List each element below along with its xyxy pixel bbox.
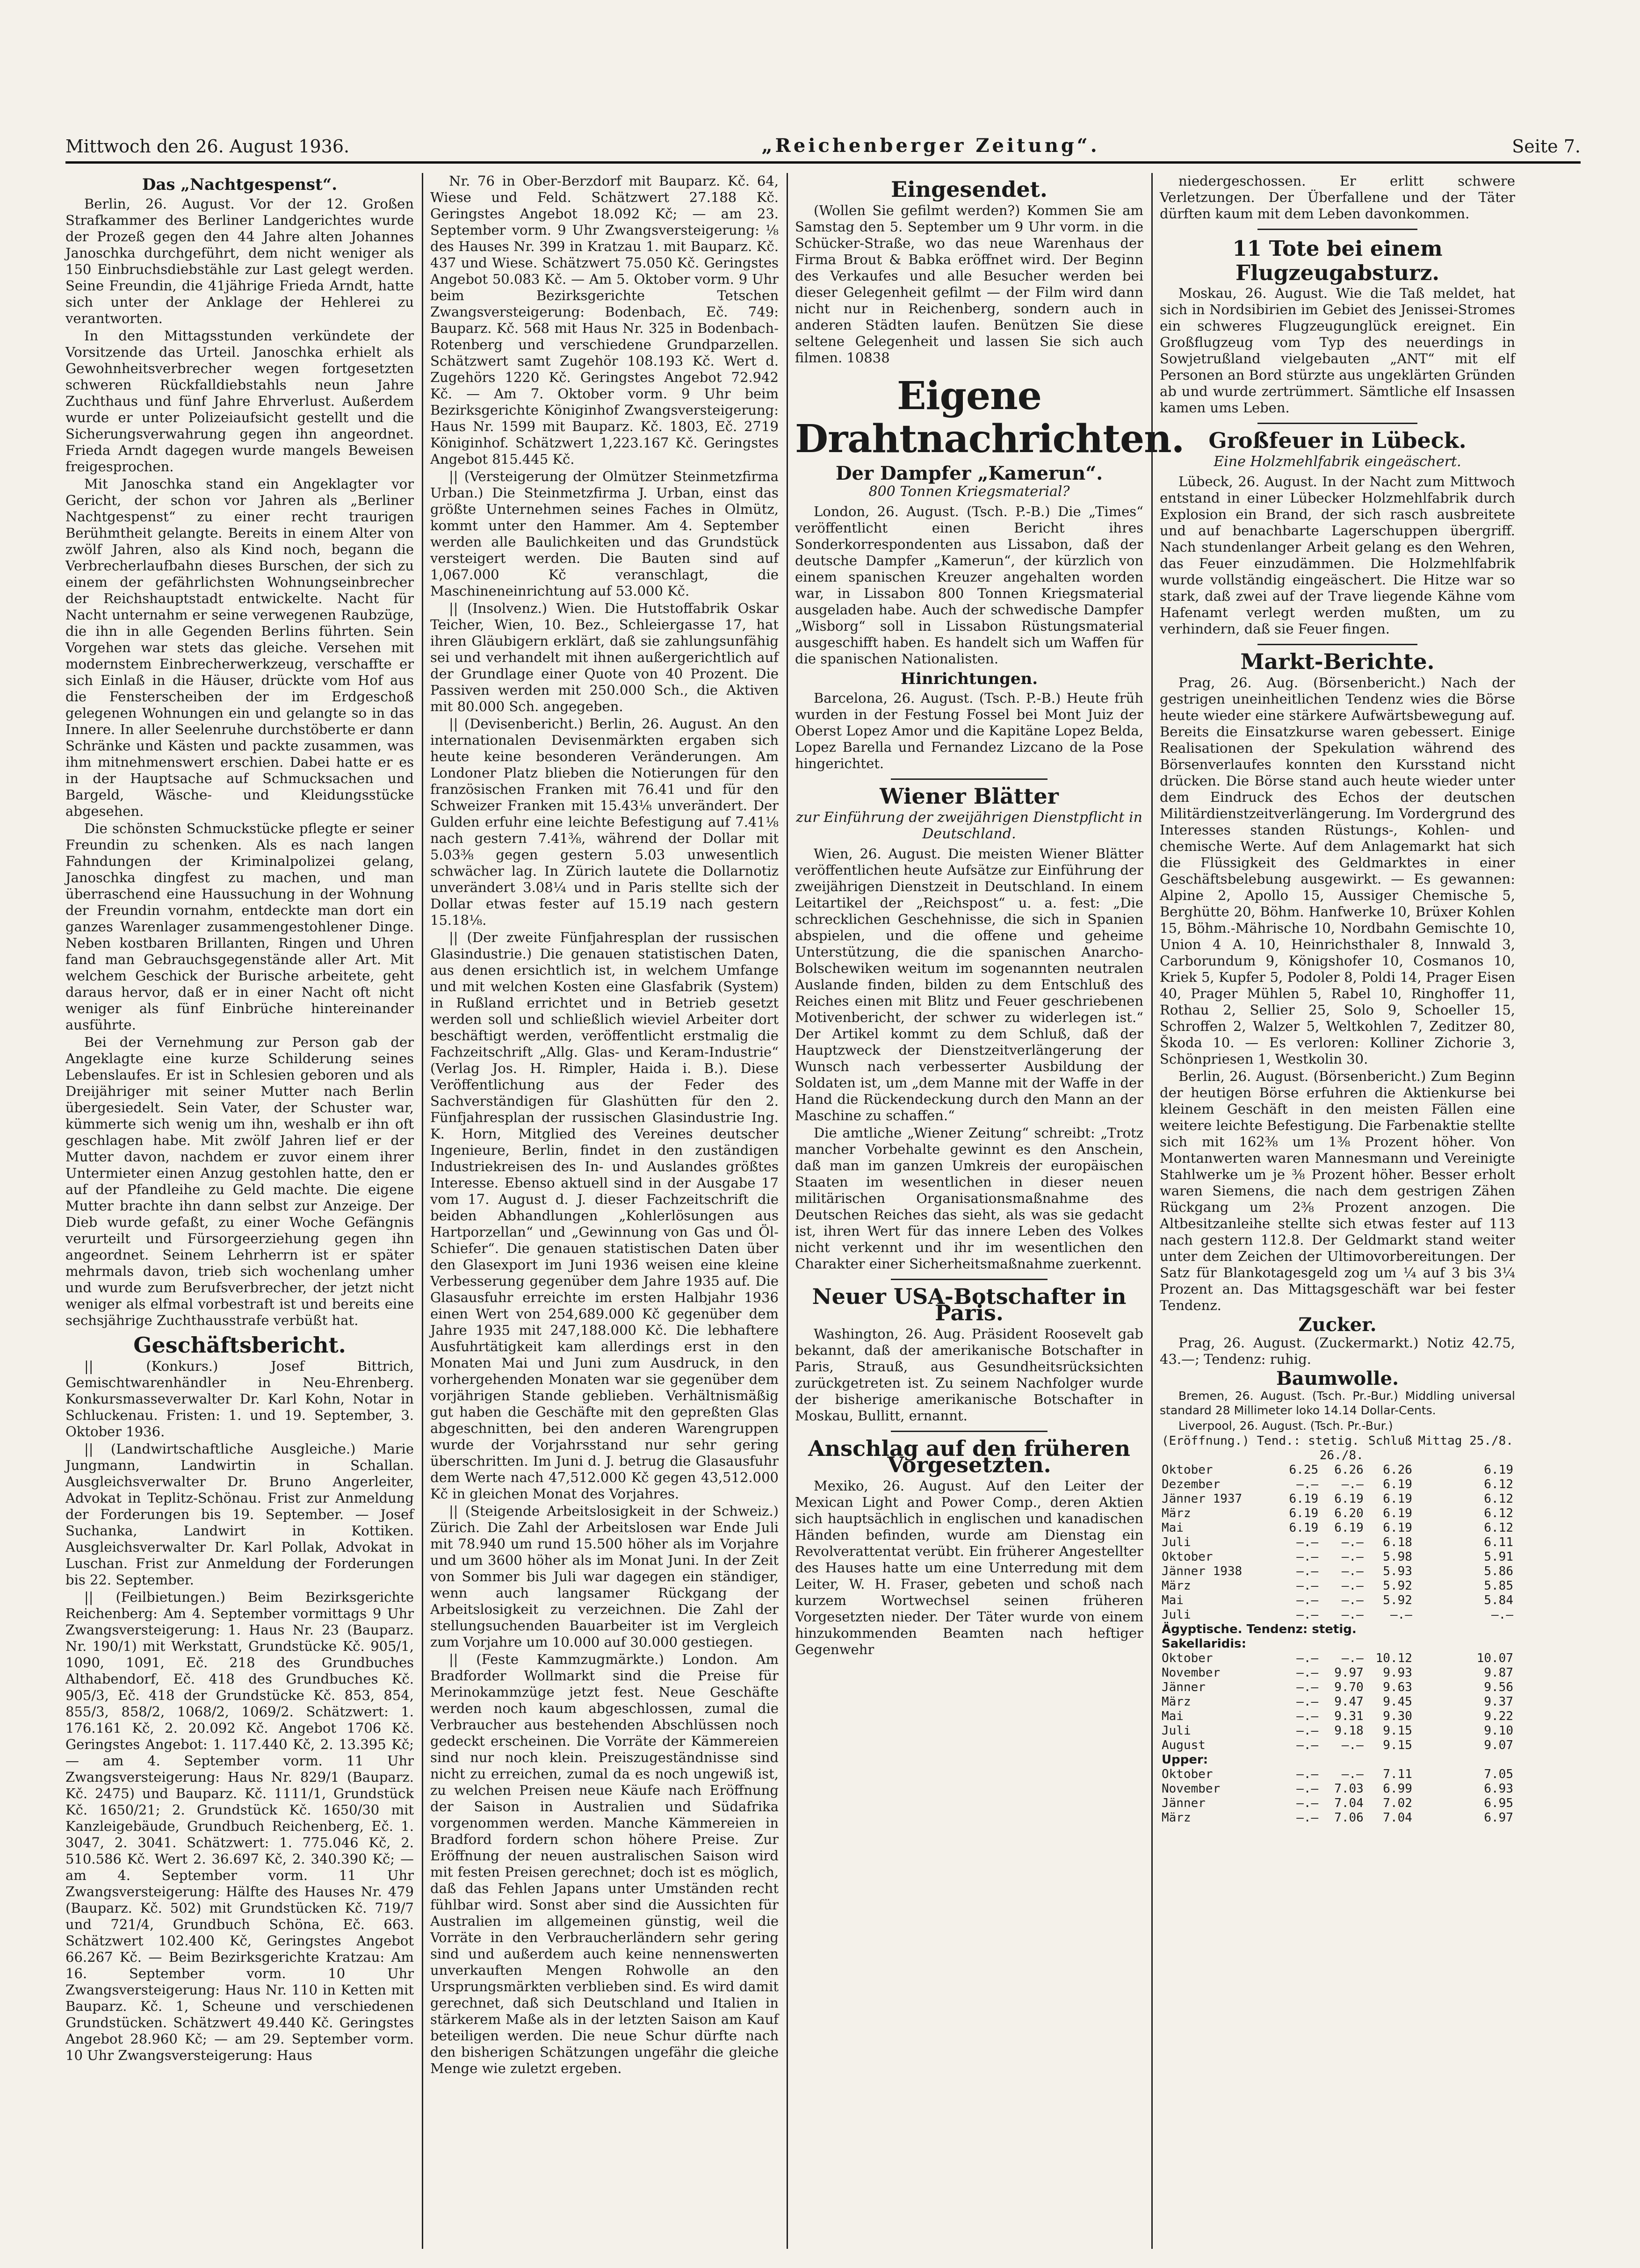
table-cell: 10.12 bbox=[1375, 1651, 1412, 1665]
table-cell: 6.19 bbox=[1484, 1463, 1513, 1477]
separator bbox=[891, 1279, 1048, 1280]
table-cell: März bbox=[1162, 1506, 1191, 1520]
table-cell: 9.18 bbox=[1334, 1724, 1364, 1738]
table-cell: —.— bbox=[1296, 1767, 1319, 1781]
section-title: Eingesendet. bbox=[891, 177, 1048, 202]
cotton-price-table bbox=[1160, 1434, 1515, 1825]
article-paragraph: Die schönsten Schmuckstücke pflegte er seiner Freundin zu schenken. Als es nach langen Fahndungen der Kriminalpolizei gelang, Janoschka dingfest zu machen, und man überraschend eine Haussuchung in der Wohnung der Freundin vornahm, entdeckte man dort ein ganzes Warenlager zusammengestohlener Dinge. Neben kostbaren Brillanten, Ringen und Uhren fand man Gebrauchsgegenstände aller Art. Mit welchem Geschick der Burische arbeitete, geht daraus hervor, daß er in einer Nacht oft nicht weniger als fünf Einbrüche hintereinander ausführte. bbox=[65, 821, 414, 1033]
table-cell: —.— bbox=[1296, 1593, 1319, 1607]
table-cell: Juli bbox=[1162, 1724, 1191, 1738]
table-cell: 7.05 bbox=[1484, 1767, 1513, 1781]
article-paragraph: Barcelona, 26. August. (Tsch. P.-B.) Heute früh wurden in der Festung Fossel bei Mont Juiz der Oberst Lopez Amor und die Kapitäne Lopez Belda, Lopez Barella und Fernandez Lizcano de la Pose hingerichtet. bbox=[795, 690, 1143, 771]
article-paragraph: Wien, 26. August. Die meisten Wiener Blätter veröffentlichen heute Aufsätze zur Einführung der zweijährigen Dienstzeit in Deutschland. In einem Leitartikel der „Reichspost“ u. a. fest: „Die schrecklichen Geschehnisse, die sich in Spanien abspielen, und die offene und geheime Unterstützung, die die spanischen Anarcho-Bolschewiken weitum im sogenannten neutralen Auslande finden, bilden zu dem Entschluß des Reiches einen mit Blitz und Feuer geschriebenen Motivenbericht, der schwer zu widerlegen ist.“ Der Artikel kommt zu dem Schluß, daß der Hauptzweck der Dienstzeitverlängerung der Wunsch nach verbesserter Ausbildung der Soldaten ist, um „dem Manne mit der Waffe in der Hand die Rückendeckung durch den Mann an der Maschine zu schaffen.“ bbox=[795, 846, 1143, 1123]
table-cell: 9.47 bbox=[1334, 1695, 1364, 1709]
header-rule bbox=[65, 161, 1581, 164]
table-cell: 5.92 bbox=[1383, 1593, 1412, 1607]
table-cell: 6.26 bbox=[1383, 1463, 1412, 1477]
table-cell: —.— bbox=[1341, 1651, 1364, 1665]
table-cell: —.— bbox=[1296, 1796, 1319, 1810]
table-cell: Mai bbox=[1162, 1709, 1184, 1723]
article-title: 11 Tote bei einem Flugzeugabsturz. bbox=[1232, 236, 1443, 285]
article-paragraph: Lübeck, 26. August. In der Nacht zum Mittwoch entstand in einer Lübecker Holzmehlfabrik durch Explosion ein Brand, der sich rasch ausbreitete und auf benachbarte Lagerschuppen übergriff. Nach stundenlanger Arbeit gelang es den Wehren, das Feuer einzudämmen. Die Holzmehlfabrik wurde vollständig eingeäschert. Die Hitze war so stark, daß zwei auf der Trave liegende Kähne vom Hafenamt verlegt werden mußten, um zu verhindern, daß sie Feuer fingen. bbox=[1160, 474, 1515, 637]
article-paragraph: Prag, 26. August. (Zuckermarkt.) Notiz 42.75, 43.—; Tendenz: ruhig. bbox=[1160, 1335, 1515, 1367]
table-cell: 6.19 bbox=[1289, 1521, 1319, 1535]
table-cell: —.— bbox=[1296, 1579, 1319, 1593]
table-cell: 6.12 bbox=[1484, 1506, 1513, 1520]
table-section-row bbox=[1160, 1637, 1515, 1651]
table-cell: —.— bbox=[1296, 1666, 1319, 1680]
separator bbox=[1257, 229, 1417, 230]
table-cell: —.— bbox=[1341, 1564, 1364, 1578]
table-row bbox=[1160, 1738, 1515, 1753]
article-paragraph: Berlin, 26. August. (Börsenbericht.) Zum Beginn der heutigen Börse erfuhren die Aktienkurse bei kleinem Geschäft in den meisten Fällen eine weitere leichte Befestigung. Die Farbenaktie stellte sich mit 162⅜ um 1⅜ Prozent höher. Von Montanwerten waren Mannesmann und Vereinigte Stahlwerke um je ⅜ Prozent höher. Besser erholt waren Siemens, die nach dem gestrigen Zähen Rückgang um 2⅜ Prozent anzogen. Die Altbesitzanleihe stellte sich etwas fester auf 113 nach gestern 112.8. Der Geldmarkt stand weiter unter dem Zeichen der Ultimovorbereitungen. Der Satz für Blankotagesgeld zog um ¼ auf 3 bis 3¼ Prozent an. Das Mittagsgeschäft war bei fester Tendenz. bbox=[1160, 1068, 1515, 1313]
header-page-number: Seite 7. bbox=[1512, 136, 1581, 157]
table-cell: 6.20 bbox=[1334, 1506, 1364, 1520]
article-paragraph: London, 26. August. (Tsch. P.-B.) Die „Times“ veröffentlicht einen Bericht ihres Sonderkorrespondenten aus Lissabon, daß der deutsche Dampfer „Kamerun“, der kürzlich von einem spanischen Kreuzer angehalten worden war, in Lissabon 800 Tonnen Kriegsmaterial ausgeladen habe. Auch der schwedische Dampfer „Wisborg“ soll in Lissabon Rüstungsmaterial ausgeschifft haben. Es handelt sich um Waffen für die spanischen Nationalisten. bbox=[795, 504, 1143, 667]
table-cell: —.— bbox=[1296, 1782, 1319, 1796]
article-paragraph: Liverpool, 26. August. (Tsch. Pr.-Bur.) bbox=[1178, 1419, 1393, 1433]
table-cell: 5.92 bbox=[1383, 1579, 1412, 1593]
table-cell: 7.04 bbox=[1334, 1796, 1364, 1810]
article-paragraph: Bremen, 26. August. (Tsch. Pr.-Bur.) Middling universal standard 28 Millimeter loko 14.14 Dollar-Cents. bbox=[1160, 1389, 1515, 1417]
table-subheader-row bbox=[1160, 1448, 1515, 1463]
section-banner: Eigene Drahtnachrichten. bbox=[795, 374, 1185, 461]
table-cell: März bbox=[1162, 1811, 1191, 1825]
table-row bbox=[1160, 1579, 1515, 1593]
table-cell: August bbox=[1162, 1738, 1206, 1752]
table-header-row bbox=[1160, 1434, 1515, 1448]
section-title: Markt-Berichte. bbox=[1240, 649, 1435, 674]
table-cell: 9.63 bbox=[1383, 1680, 1412, 1694]
table-cell: März bbox=[1162, 1695, 1191, 1709]
table-header-cell: (Eröffnung.) Tend.: stetig. bbox=[1162, 1434, 1359, 1448]
section-title: Zucker. bbox=[1298, 1314, 1377, 1336]
table-cell: November bbox=[1162, 1666, 1221, 1680]
table-cell: Mai bbox=[1162, 1521, 1184, 1535]
article-paragraph: || (Versteigerung der Olmützer Steinmetzfirma Urban.) Die Steinmetzfirma J. Urban, einst das größte Unternehmen seines Faches in Olmütz, kommt unter den Hammer. Am 4. September werden alle Baulichkeiten und das Grundstück versteigert werden. Die Bauten sind auf 1,067.000 Kč veranschlagt, die Maschineneinrichtung auf 53.000 Kč. bbox=[430, 468, 779, 599]
table-cell: —.— bbox=[1341, 1579, 1364, 1593]
section-title: Geschäftsbericht. bbox=[133, 1332, 346, 1358]
article-paragraph: Moskau, 26. August. Wie die Taß meldet, hat sich in Nordsibirien im Gebiet des Jenissei-Stromes ein schweres Flugzeugunglück ereignet. Ein Großflugzeug vom Typ des neuerdings in Sowjetrußland vielgebauten „ANT“ mit elf Personen an Bord stürzte aus ungeklärten Gründen ab und wurde zertrümmert. Sämtliche elf Insassen kamen ums Leben. bbox=[1160, 285, 1515, 416]
table-cell: 6.19 bbox=[1383, 1506, 1412, 1520]
table-row bbox=[1160, 1680, 1515, 1695]
table-header-cell: Mittag 25./8. bbox=[1418, 1434, 1513, 1448]
column-divider bbox=[787, 173, 788, 2249]
table-cell: 9.56 bbox=[1484, 1680, 1513, 1694]
column-divider bbox=[422, 173, 423, 2249]
table-cell: 6.19 bbox=[1289, 1492, 1319, 1506]
table-row bbox=[1160, 1564, 1515, 1579]
article-paragraph: In den Mittagsstunden verkündete der Vorsitzende das Urteil. Janoschka erhielt als Gewohnheitsverbrecher wegen fortgesetzten schweren Rückfalldiebstahls neun Jahre Zuchthaus und fünf Jahre Ehrverlust. Außerdem wurde er unter Polizeiaufsicht gestellt und die Sicherungsverwahrung gegen ihn angeordnet. Frieda Arndt dagegen wurde mangels Beweisen freigesprochen. bbox=[65, 328, 414, 475]
table-cell: —.— bbox=[1296, 1680, 1319, 1694]
table-cell: —.— bbox=[1296, 1550, 1319, 1564]
table-cell: 7.02 bbox=[1383, 1796, 1412, 1810]
table-cell: —.— bbox=[1296, 1535, 1319, 1549]
table-row bbox=[1160, 1535, 1515, 1550]
table-cell: —.— bbox=[1341, 1550, 1364, 1564]
table-cell: 7.06 bbox=[1334, 1811, 1364, 1825]
article-subtitle: 800 Tonnen Kriegsmaterial? bbox=[868, 483, 1070, 500]
table-cell: 6.95 bbox=[1484, 1796, 1513, 1810]
article-paragraph: || (Der zweite Fünfjahresplan der russischen Glasindustrie.) Die genauen statistischen Daten, aus denen ersichtlich ist, in welchem Umfange und mit welchen Kosten eine Glasfabrik (System) in Rußland errichtet und in Betrieb gesetzt werden soll und schließlich wieviel Arbeiter dort beschäftigt werden, veröffentlicht erstmalig die Fachzeitschrift „Allg. Glas- und Keram-Industrie“ (Verlag Jos. H. Rimpler, Haida i. B.). Diese Veröffentlichung aus der Feder des Sachverständigen für Glashütten für den 2. Fünfjahresplan der russischen Glasindustrie Ing. K. Horn, Mitglied des Vereines deutscher Ingenieure, Berlin, findet in den zuständigen Industriekreisen des In- und Auslandes größtes Interesse. Ebenso aktuell sind in der Ausgabe 17 vom 17. August d. J. dieser Fachzeitschrift die beiden Abhandlungen „Kohlerlösungen aus Hartporzellan“ und „Gewinnung von Gas und Öl-Schiefer“. Die genauen statistischen Daten über den Glasexport im Juni 1936 weisen eine kleine Verbesserung gegenüber dem Jahre 1935 auf. Die Glasausfuhr erreichte im ersten Halbjahr 1936 einen Wert von 254,689.000 Kč gegenüber dem Jahre 1935 mit 247,188.000 Kč. Die lebhaftere Ausfuhrtätigkeit kam allerdings erst in den Monaten Mai und Juni zum Ausdruck, in den vorhergehenden Monaten war sie gegenüber dem vorjährigen Stande geblieben. Verhältnismäßig gut haben die Geschäfte mit den gepreßten Glas abgeschnitten, bei den anderen Warengruppen wurde der Vorjahrsstand nur sehr gering überschritten. Im Juni d. J. betrug die Glasausfuhr dem Werte nach 47,512.000 Kč gegen 43,512.000 Kč in gleichen Monat des Vorjahres. bbox=[430, 929, 779, 1502]
table-cell: —.— bbox=[1341, 1608, 1364, 1622]
table-row bbox=[1160, 1767, 1515, 1782]
table-cell: 5.84 bbox=[1484, 1593, 1513, 1607]
table-cell: —.— bbox=[1296, 1724, 1319, 1738]
table-cell: 5.85 bbox=[1484, 1579, 1513, 1593]
table-section-label: Upper: bbox=[1162, 1753, 1208, 1767]
table-cell: 9.45 bbox=[1383, 1695, 1412, 1709]
table-cell: 9.93 bbox=[1383, 1666, 1412, 1680]
separator bbox=[1257, 644, 1417, 645]
article-paragraph: || (Feilbietungen.) Beim Bezirksgerichte Reichenberg: Am 4. September vormittags 9 Uhr Zwangsversteigerung: 1. Haus Nr. 23 (Bauparz. Nr. 190/1) mit Werkstatt, Grundstücke Kč. 905/1, 1090, 1091, Eč. 218 des Grundbuches Althabendorf, Eč. 418 des Grundbuches Kč. 905/3, Eč. 418 der Grundstücke Kč. 853, 854, 855/3, 858/2, 1068/2, 1069/2. Schätzwert: 1. 176.161 Kč, 2. 20.092 Kč. Angebot 1706 Kč. Geringstes Angebot: 1. 117.440 Kč, 2. 13.395 Kč; — am 4. September vorm. 11 Uhr Zwangsversteigerung: Haus Nr. 829/1 (Bauparz. Kč. 2475) und Bauparz. Kč. 1111/1, Grundstück Kč. 1650/21; 2. Grundstück Kč. 1650/30 mit Kanzleigebäude, Grundbuch Reichenberg, Eč. 1. 3047, 2. 3041. Schätzwert: 1. 775.046 Kč, 2. 510.586 Kč. Wert 2. 36.697 Kč, 2. 340.390 Kč; — am 4. September vorm. 11 Uhr Zwangsversteigerung: Hälfte des Hauses Nr. 479 (Bauparz. Kč. 502) mit Grundstücken Kč. 719/7 und 721/4, Grundbuch Schöna, Eč. 663. Schätzwert 102.400 Kč, Geringstes Angebot 66.267 Kč. — Beim Bezirksgerichte Kratzau: Am 16. September vorm. 10 Uhr Zwangsversteigerung: Haus Nr. 110 in Ketten mit Bauparz. Kč. 1, Scheune und verschiedenen Grundstücken. Schätzwert 49.440 Kč. Geringstes Angebot 28.960 Kč; — am 29. September vorm. 10 Uhr Zwangsversteigerung: Haus bbox=[65, 1589, 414, 2063]
table-cell: 6.19 bbox=[1383, 1492, 1412, 1506]
table-cell: Juli bbox=[1162, 1608, 1191, 1622]
table-section-row bbox=[1160, 1622, 1515, 1637]
table-section-row bbox=[1160, 1753, 1515, 1767]
article-title: Wiener Blätter bbox=[880, 784, 1059, 809]
article-paragraph: || (Insolvenz.) Wien. Die Hutstoffabrik Oskar Teicher, Wien, 10. Bez., Schleiergasse 17, hat ihren Gläubigern erklärt, daß sie zahlungsunfähig sei und verhandelt mit ihnen außergerichtlich auf der Grundlage einer Quote von 40 Prozent. Die Passiven werden mit 250.000 Sch., die Aktiven mit 80.000 Sch. angegeben. bbox=[430, 600, 779, 714]
table-cell: —.— bbox=[1296, 1477, 1319, 1491]
table-cell: 6.12 bbox=[1484, 1521, 1513, 1535]
article-paragraph: || (Devisenbericht.) Berlin, 26. August. An den internationalen Devisenmärkten ergaben sich heute keine besonderen Veränderungen. Am Londoner Platz blieben die Notierungen für den französischen Franken mit 76.41 und für den Schweizer Franken mit 15.43⅛ unverändert. Der Gulden erfuhr eine leichte Befestigung auf 7.41⅛ nach gestern 7.41⅜, während der Dollar mit 5.03⅜ gegen gestern 5.03 unwesentlich schwächer lag. In Zürich lautete die Dollarnotiz unverändert 3.08¼ und in Paris stellte sich der Dollar etwas fester auf 15.19 nach gestern 15.18⅛. bbox=[430, 716, 779, 928]
table-cell: —.— bbox=[1296, 1564, 1319, 1578]
table-cell: 5.98 bbox=[1383, 1550, 1412, 1564]
table-cell: —.— bbox=[1296, 1695, 1319, 1709]
table-cell: —.— bbox=[1296, 1709, 1319, 1723]
table-cell: 7.03 bbox=[1334, 1782, 1364, 1796]
table-cell: Oktober bbox=[1162, 1550, 1213, 1564]
table-row bbox=[1160, 1521, 1515, 1535]
table-cell: Oktober bbox=[1162, 1767, 1213, 1781]
table-row bbox=[1160, 1796, 1515, 1811]
table-cell: 6.19 bbox=[1334, 1492, 1364, 1506]
table-cell: Oktober bbox=[1162, 1463, 1213, 1477]
article-paragraph: || (Konkurs.) Josef Bittrich, Gemischtwarenhändler in Neu-Ehrenberg. Konkursmasseverwalter Dr. Karl Kohn, Notar in Schluckenau. Fristen: 1. und 19. September, 3. Oktober 1936. bbox=[65, 1358, 414, 1440]
table-row bbox=[1160, 1811, 1515, 1825]
table-section-label: Ägyptische. Tendenz: stetig. bbox=[1162, 1622, 1357, 1636]
table-cell: —.— bbox=[1341, 1593, 1364, 1607]
page-header bbox=[65, 119, 1581, 157]
table-cell: Jänner 1937 bbox=[1162, 1492, 1243, 1506]
table-cell: Oktober bbox=[1162, 1651, 1213, 1665]
article-paragraph: Nr. 76 in Ober-Berzdorf mit Bauparz. Kč. 64, Wiese und Feld. Schätzwert 27.188 Kč. Geringstes Angebot 18.092 Kč; — am 23. September vorm. 9 Uhr Zwangsversteigerung: ⅛ des Hauses Nr. 399 in Kratzau 1. mit Bauparz. Kč. 437 und Wiese. Schätzwert 75.050 Kč. Geringstes Angebot 50.083 Kč. — Am 5. Oktober vorm. 9 Uhr beim Bezirksgerichte Tetschen Zwangsversteigerung: Bodenbach, Eč. 749: Bauparz. Kč. 568 mit Haus Nr. 325 in Bodenbach-Rotenberg und verschiedene Grundparzellen. Schätzwert samt Zugehör 108.193 Kč. Wert d. Zugehörs 1220 Kč. Geringstes Angebot 72.942 Kč. — Am 7. Oktober vorm. 9 Uhr beim Bezirksgerichte Königinhof Zwangsversteigerung: Haus Nr. 1599 mit Bauparz. Kč. 1803, Eč. 2719 Königinhof. Schätzwert 1,223.167 Kč. Geringstes Angebot 815.445 Kč. bbox=[430, 173, 779, 467]
table-cell: —.— bbox=[1341, 1738, 1364, 1752]
table-row bbox=[1160, 1492, 1515, 1506]
table-cell: —.— bbox=[1296, 1811, 1319, 1825]
table-row bbox=[1160, 1666, 1515, 1680]
table-cell: Dezember bbox=[1162, 1477, 1221, 1491]
table-cell: —.— bbox=[1341, 1535, 1364, 1549]
table-cell: 6.19 bbox=[1383, 1521, 1412, 1535]
table-cell: 7.11 bbox=[1383, 1767, 1412, 1781]
table-cell: 9.15 bbox=[1383, 1724, 1412, 1738]
table-cell: 6.19 bbox=[1334, 1521, 1364, 1535]
table-cell: 7.04 bbox=[1383, 1811, 1412, 1825]
table-cell: 6.99 bbox=[1383, 1782, 1412, 1796]
table-cell: Jänner 1938 bbox=[1162, 1564, 1243, 1578]
table-cell: 6.11 bbox=[1484, 1535, 1513, 1549]
article-paragraph: || (Steigende Arbeitslosigkeit in der Schweiz.) Zürich. Die Zahl der Arbeitslosen war Ende Juli mit 78.940 um rund 15.500 höher als im Vorjahre und um 3600 höher als im Monat Juni. In der Zeit von Sommer bis Juli war dagegen ein ständiger, wenn auch langsamer Rückgang der Arbeitslosigkeit zu verzeichnen. Die Zahl der stellungsuchenden Bauarbeiter ist im Vergleich zum Vorjahre um 10.000 auf 30.000 gestiegen. bbox=[430, 1503, 779, 1650]
article-paragraph: Die amtliche „Wiener Zeitung“ schreibt: „Trotz mancher Vorbehalte gewinnt es den Anschein, daß man im ganzen Umkreis der europäischen Staaten im wesentlichen in dieser neuen militärischen Organisationsmaßnahme des Deutschen Reiches das sieht, als was sie gedacht ist, ihren Wert für das innere Leben des Volkes nicht verkennt und ihr im wesentlichen den Charakter einer Sicherheitsmaßnahme zuerkennt. bbox=[795, 1125, 1143, 1272]
table-row bbox=[1160, 1550, 1515, 1564]
table-cell: 6.26 bbox=[1334, 1463, 1364, 1477]
table-row bbox=[1160, 1463, 1515, 1477]
separator bbox=[891, 1431, 1048, 1432]
column-divider bbox=[1151, 173, 1153, 2249]
table-cell: —.— bbox=[1296, 1651, 1319, 1665]
article-title: Anschlag auf den früheren Vorgesetzten. bbox=[808, 1436, 1130, 1477]
table-cell: 5.93 bbox=[1383, 1564, 1412, 1578]
table-cell: 6.12 bbox=[1484, 1492, 1513, 1506]
table-cell: 6.93 bbox=[1484, 1782, 1513, 1796]
header-paper-name: „Reichenberger Zeitung“. bbox=[761, 135, 1100, 157]
table-cell: 9.22 bbox=[1484, 1709, 1513, 1723]
column-2 bbox=[430, 173, 779, 2249]
article-paragraph: Washington, 26. Aug. Präsident Roosevelt gab bekannt, daß der amerikanische Botschafter in Paris, Strauß, aus Gesundheitsrücksichten zurückgetreten ist. Zu seinem Nachfolger wurde der bisherige amerikanische Botschafter in Moskau, Bullitt, ernannt. bbox=[795, 1326, 1143, 1424]
table-cell: 9.07 bbox=[1484, 1738, 1513, 1752]
table-cell: 6.12 bbox=[1484, 1477, 1513, 1491]
table-cell: Jänner bbox=[1162, 1796, 1206, 1810]
column-4 bbox=[1160, 173, 1515, 2249]
table-cell: 9.87 bbox=[1484, 1666, 1513, 1680]
table-cell: Mai bbox=[1162, 1593, 1184, 1607]
article-title: Neuer USA-Botschafter in Paris. bbox=[812, 1284, 1127, 1325]
table-cell: 6.19 bbox=[1289, 1506, 1319, 1520]
table-row bbox=[1160, 1709, 1515, 1724]
table-row bbox=[1160, 1608, 1515, 1622]
article-paragraph: || (Feste Kammzugmärkte.) London. Am Bradforder Wollmarkt sind die Preise für Merinokammzüge jetzt fest. Neue Geschäfte werden noch kaum abgeschlossen, zumal die Verbraucher aus bestehenden Abschlüssen noch gedeckt erscheinen. Die Vorräte der Kämmereien sind nur noch klein. Preiszugeständnisse sind nicht zu erreichen, zumal da es noch ungewiß ist, zu welchen Preisen neue Käufe nach Eröffnung der Saison in Australien und Südafrika vorgenommen werden. Manche Kämmereien in Bradford fordern schon höhere Preise. Zur Eröffnung der neuen australischen Saison wird mit festen Preisen gerechnet; doch ist es möglich, daß das Fehlen Japans unter Umständen recht fühlbar wird. Sonst aber sind die Aussichten für Australien im allgemeinen günstig, weil die Vorräte in den Verbraucherländern sehr gering sind und außerdem auch keine nennenswerten unverkauften Mengen Rohwolle an den Ursprungsmärkten verblieben sind. Es wird damit gerechnet, daß sich Deutschland und Italien in stärkerem Maße als in der letzten Saison am Kauf beteiligen werden. Die neue Schur dürfte nach den bisherigen Schätzungen ungefähr die gleiche Menge wie zuletzt ergeben. bbox=[430, 1651, 779, 2076]
table-row bbox=[1160, 1651, 1515, 1666]
table-cell: 9.15 bbox=[1383, 1738, 1412, 1752]
table-cell: —.— bbox=[1296, 1738, 1319, 1752]
article-paragraph: (Wollen Sie gefilmt werden?) Kommen Sie am Samstag den 5. September um 9 Uhr vorm. in die Schücker-Straße, wo das neue Warenhaus der Firma Brout & Babka eröffnet wird. Der Beginn des Verkaufes und alle Besucher werden bei dieser Gelegenheit gefilmt — der Film wird dann nicht nur in Reichenberg, sondern auch in anderen Städten laufen. Benützen Sie diese seltene Gelegenheit und lassen Sie sich auch filmen. 10838 bbox=[795, 202, 1143, 366]
table-cell: —.— bbox=[1390, 1608, 1412, 1622]
table-cell: 9.37 bbox=[1484, 1695, 1513, 1709]
table-cell: 5.91 bbox=[1484, 1550, 1513, 1564]
header-date: Mittwoch den 26. August 1936. bbox=[65, 136, 350, 157]
section-title: Baumwolle. bbox=[1276, 1368, 1399, 1390]
table-row bbox=[1160, 1477, 1515, 1492]
article-title: Großfeuer in Lübeck. bbox=[1208, 428, 1467, 453]
table-cell: —.— bbox=[1341, 1477, 1364, 1491]
table-cell: 9.30 bbox=[1383, 1709, 1412, 1723]
table-cell: März bbox=[1162, 1579, 1191, 1593]
table-cell: —.— bbox=[1296, 1608, 1319, 1622]
article-subtitle: zur Einführung der zweijährigen Dienstpflicht in Deutschland. bbox=[796, 809, 1142, 842]
article-paragraph: Mit Janoschka stand ein Angeklagter vor Gericht, der schon vor Jahren als „Berliner Nachtgespenst“ zu einer recht traurigen Berühmtheit gelangte. Bereits in einem Alter von zwölf Jahren, also als Kind noch, begann die Verbrecherlaufbahn dieses Burschen, der sich zu einem der gefährlichsten Wohnungseinbrecher der Reichshauptstadt entwickelte. Nacht für Nacht unternahm er seine verwegenen Raubzüge, die ihn in alle Gegenden Berlins führten. Sein Vorgehen war stets das gleiche. Versehen mit modernstem Einbrecherwerkzeug, verschaffte er sich Einlaß in die Häuser, drückte vom Hof aus die Fensterscheiben der im Erdgeschoß gelegenen Wohnungen ein und gelangte so in das Innere. In aller Seelenruhe durchstöberte er dann Schränke und Kästen und packte zusammen, was ihm mitnehmenswert erschien. Dabei hatte er es in der Hauptsache auf Schmucksachen und Bargeld, Wäsche- und Kleidungsstücke abgesehen. bbox=[65, 476, 414, 819]
table-cell: 6.18 bbox=[1383, 1535, 1412, 1549]
table-cell: 5.86 bbox=[1484, 1564, 1513, 1578]
table-cell: 9.97 bbox=[1334, 1666, 1364, 1680]
table-row bbox=[1160, 1695, 1515, 1709]
article-paragraph: Bei der Vernehmung zur Person gab der Angeklagte eine kurze Schilderung seines Lebenslaufes. Er ist in Schlesien geboren und als Dreijähriger mit seiner Mutter nach Berlin übergesiedelt. Sein Vater, der Schuster war, kümmerte sich wenig um ihn, weshalb er ihn oft geschlagen habe. Mit zwölf Jahren lief er der Mutter davon, nachdem er zuvor einem ihrer Untermieter einen Anzug gestohlen hatte, den er auf der Pfandleihe zu Geld machte. Die eigene Mutter brachte ihn dann selbst zur Anzeige. Der Dieb wurde gefaßt, zu einer Woche Gefängnis verurteilt und Fürsorgeerziehung gegen ihn angeordnet. Seinem Lehrherrn ist er später mehrmals davon, trieb sich wochenlang umher und wurde zum Berufsverbrecher, der jetzt nicht weniger als elfmal vorbestraft ist und bereits eine sechsjährige Zuchthausstrafe verbüßt hat. bbox=[65, 1034, 414, 1328]
table-row bbox=[1160, 1724, 1515, 1738]
article-paragraph: niedergeschossen. Er erlitt schwere Verletzungen. Der Überfallene und der Täter dürften kaum mit dem Leben davonkommen. bbox=[1160, 173, 1515, 222]
article-title: Hinrichtungen. bbox=[900, 670, 1038, 688]
table-cell: 6.19 bbox=[1383, 1477, 1412, 1491]
table-cell: November bbox=[1162, 1782, 1221, 1796]
article-title: Das „Nachtgespenst“. bbox=[142, 175, 338, 194]
table-cell: 6.97 bbox=[1484, 1811, 1513, 1825]
table-cell: 6.25 bbox=[1289, 1463, 1319, 1477]
table-cell: —.— bbox=[1341, 1767, 1364, 1781]
table-cell: —.— bbox=[1491, 1608, 1513, 1622]
table-header-cell: 26./8. bbox=[1319, 1448, 1364, 1462]
table-cell: 10.07 bbox=[1476, 1651, 1513, 1665]
table-row bbox=[1160, 1782, 1515, 1796]
article-paragraph: Prag, 26. Aug. (Börsenbericht.) Nach der gestrigen uneinheitlichen Tendenz wies die Börse heute wieder eine stärkere Aufwärtsbewegung auf. Bereits die Einsatzkurse waren gebessert. Einige Realisationen der Spekulation während des Börsenverlaufes konnten den Kursstand nicht drücken. Die Börse stand auch heute wieder unter dem Eindruck des Echos der deutschen Militärdienstzeitverlängerung. Im Vordergrund des Interesses standen Rüstungs-, Kohlen- und chemische Werte. Auf dem Anlagemarkt hat sich die Flüssigkeit des Geldmarktes in einer Geschäftsbelebung ausgewirkt. — Es gewannen: Alpine 2, Apollo 15, Aussiger Chemische 5, Berghütte 20, Böhm. Hanfwerke 10, Brüxer Kohlen 15, Böhm.-Mährische 10, Nordbahn Gemischte 10, Union 4 A. 10, Heinrichsthaler 8, Innwald 3, Carborundum 9, Königshofer 10, Cosmanos 10, Kriek 5, Kupfer 5, Podoler 8, Poldi 14, Prager Eisen 40, Prager Mühlen 5, Rabel 10, Ringhoffer 11, Rothau 2, Sellier 25, Solo 9, Schoeller 15, Schroffen 2, Walzer 5, Weltkohlen 7, Zeditzer 80, Škoda 10. — Es verloren: Kolliner Zichorie 3, Schönpriesen 1, Westkolin 30. bbox=[1160, 675, 1515, 1067]
table-row bbox=[1160, 1593, 1515, 1608]
separator bbox=[1257, 423, 1417, 424]
article-title: Der Dampfer „Kamerun“. bbox=[835, 462, 1103, 484]
article-paragraph: || (Landwirtschaftliche Ausgleiche.) Marie Jungmann, Landwirtin in Schallan. Ausgleichsverwalter Dr. Bruno Angerleiter, Advokat in Teplitz-Schönau. Frist zur Anmeldung der Forderungen bis 19. September. — Josef Suchanka, Landwirt in Kottiken. Ausgleichsverwalter Dr. Karl Pollak, Advokat in Luschan. Frist zur Anmeldung der Forderungen bis 22. September. bbox=[65, 1441, 414, 1588]
article-paragraph: Berlin, 26. August. Vor der 12. Großen Strafkammer des Berliner Landgerichtes wurde der Prozeß gegen den 44 Jahre alten Johannes Janoschka durchgeführt, dem nicht weniger als 150 Einbruchsdiebstähle zur Last gelegt werden. Seine Freundin, die 41jährige Frieda Arndt, hatte sich unter der Anklage der Hehlerei zu verantworten. bbox=[65, 196, 414, 326]
table-cell: 9.70 bbox=[1334, 1680, 1364, 1694]
table-cell: 9.10 bbox=[1484, 1724, 1513, 1738]
newspaper-page bbox=[28, 19, 1609, 2254]
article-subtitle: Eine Holzmehlfabrik eingeäschert. bbox=[1214, 454, 1461, 470]
table-header-cell: Schluß bbox=[1368, 1434, 1412, 1448]
article-paragraph: Mexiko, 26. August. Auf den Leiter der Mexican Light and Power Comp., deren Aktien sich hauptsächlich in englischen und kanadischen Händen befinden, wurde am Dienstag ein Revolverattentat verübt. Ein früherer Angestellter des Hauses hatte um eine Unterredung mit dem Leiter, W. H. Fraser, gebeten und schoß nach kurzem Wortwechsel seinen früheren Vorgesetzten nieder. Der Täter wurde von einem hinzukommenden Beamten nach heftiger Gegenwehr bbox=[795, 1478, 1143, 1657]
table-cell: Jänner bbox=[1162, 1680, 1206, 1694]
table-cell: Juli bbox=[1162, 1535, 1191, 1549]
column-1 bbox=[65, 173, 414, 2249]
table-section-label: Sakellaridis: bbox=[1162, 1637, 1246, 1651]
separator bbox=[891, 778, 1048, 780]
table-cell: 9.31 bbox=[1334, 1709, 1364, 1723]
table-row bbox=[1160, 1506, 1515, 1521]
